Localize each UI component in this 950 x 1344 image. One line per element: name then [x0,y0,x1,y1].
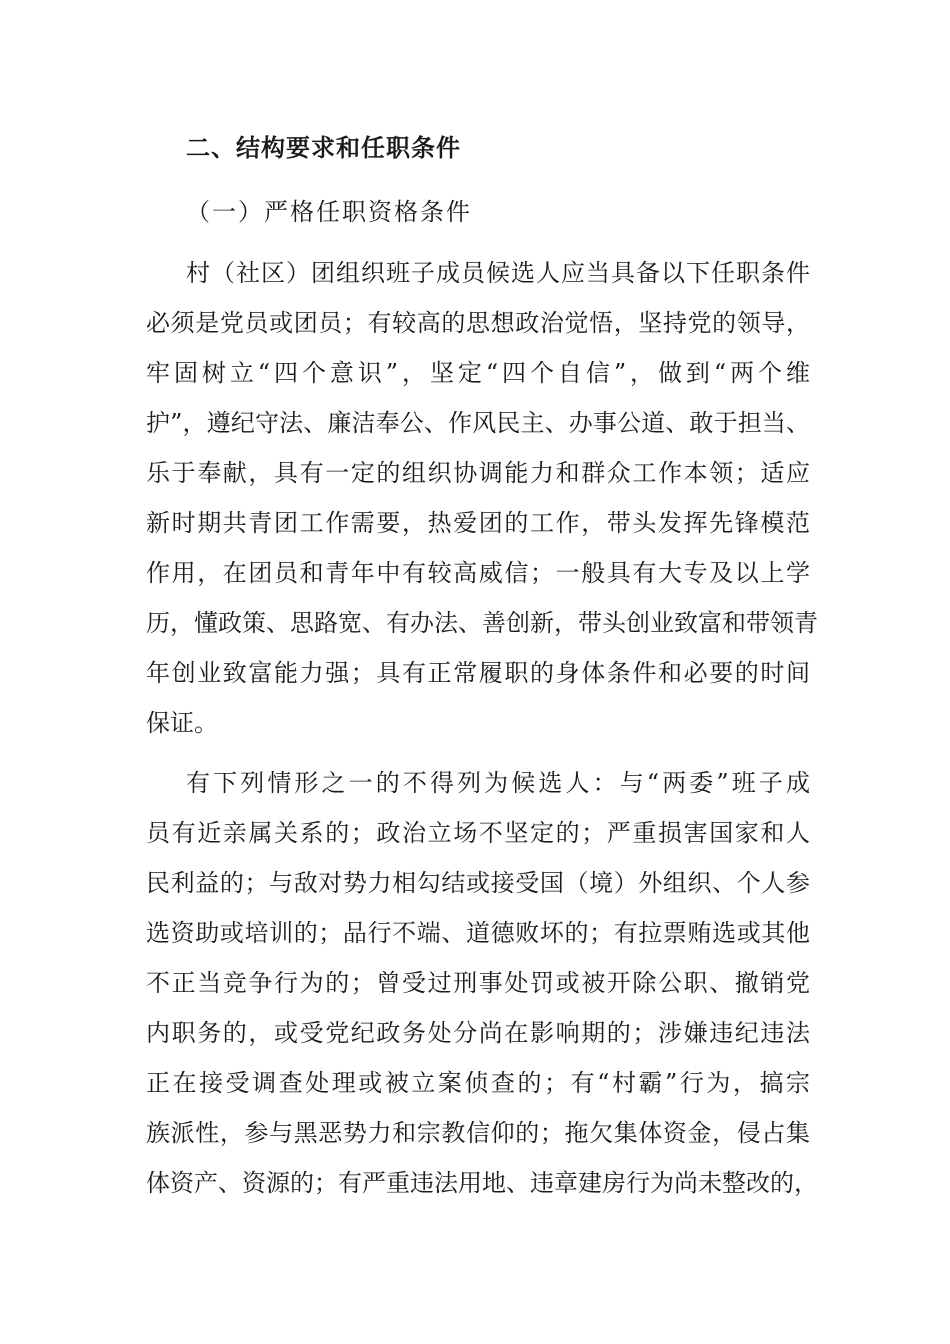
paragraph-line: 民利益的；与敌对势力相勾结或接受国（境）外组织、个人参 [146,869,810,897]
paragraph-qualifications [146,248,818,748]
paragraph-line: 保证。 [146,709,218,737]
paragraph-line: 必须是党员或团员；有较高的思想政治觉悟，坚持党的领导， [146,309,810,337]
paragraph-line: 牢固树立“四个意识”，坚定“四个自信”，做到“两个维 [146,359,810,387]
paragraph-line: 作用，在团员和青年中有较高威信；一般具有大专及以上学 [146,559,810,587]
paragraph-line: 族派性，参与黑恶势力和宗教信仰的；拖欠集体资金，侵占集 [146,1119,810,1147]
paragraph-line: 年创业致富能力强；具有正常履职的身体条件和必要的时间 [146,659,810,687]
paragraph-line: 员有近亲属关系的；政治立场不坚定的；严重损害国家和人 [146,819,810,847]
paragraph-line: 村（社区）团组织班子成员候选人应当具备以下任职条件 [186,259,810,287]
paragraph-line: 正在接受调查处理或被立案侦查的；有“村霸”行为，搞宗 [146,1069,810,1097]
paragraph-line: 有下列情形之一的不得列为候选人：与“两委”班子成 [186,769,810,797]
section-heading: 二、结构要求和任职条件 [186,134,461,162]
paragraph-line: 内职务的，或受党纪政务处分尚在影响期的；涉嫌违纪违法 [146,1019,810,1047]
subsection-heading: （一）严格任职资格条件 [186,198,472,226]
paragraph-line: 选资助或培训的；品行不端、道德败坏的；有拉票贿选或其他 [146,919,810,947]
paragraph-line: 体资产、资源的；有严重违法用地、违章建房行为尚未整改的， [146,1169,818,1197]
paragraph-line: 历，懂政策、思路宽、有办法、善创新，带头创业致富和带领青 [146,609,818,637]
paragraph-line: 新时期共青团工作需要，热爱团的工作，带头发挥先锋模范 [146,509,810,537]
paragraph-disqualifications [146,758,818,1208]
paragraph-line: 乐于奉献，具有一定的组织协调能力和群众工作本领；适应 [146,459,810,487]
paragraph-line: 不正当竞争行为的；曾受过刑事处罚或被开除公职、撤销党 [146,969,810,997]
paragraph-line: 护”，遵纪守法、廉洁奉公、作风民主、办事公道、敢于担当、 [146,409,810,437]
